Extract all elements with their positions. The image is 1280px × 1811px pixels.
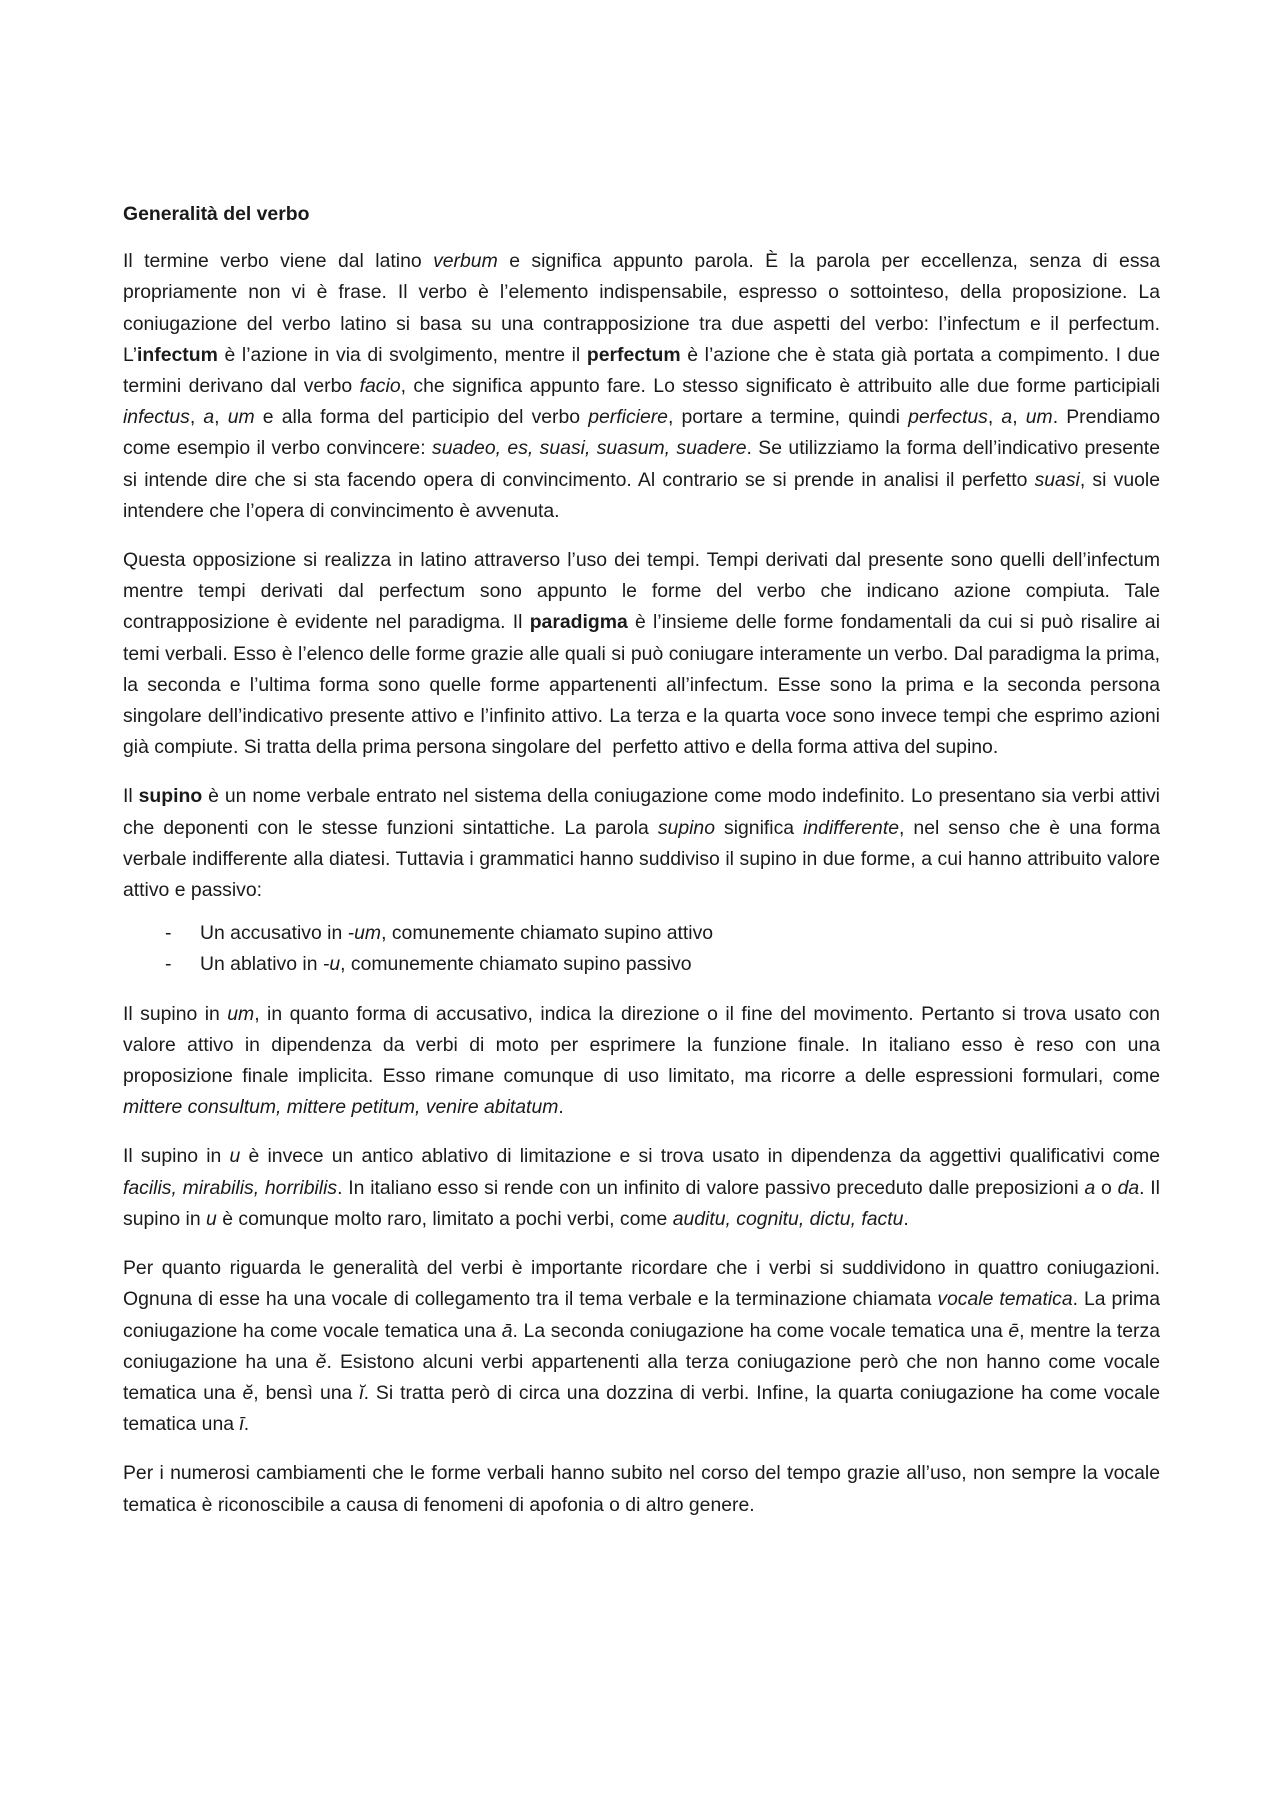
italic-text: um: [227, 1002, 255, 1025]
italic-text: -um: [347, 922, 382, 945]
italic-text: suadeo, es, suasi, suasum, suadere: [432, 437, 747, 460]
italic-text: facio: [359, 375, 401, 398]
paragraph-paradigma: [123, 545, 1166, 763]
text-run: , comunemente chiamato supino attivo: [381, 922, 714, 945]
italic-text: um: [227, 406, 255, 429]
text-run: o: [1095, 1176, 1118, 1199]
text-run: .: [903, 1207, 909, 1230]
italic-text: auditu, cognitu, dictu, factu: [672, 1207, 904, 1230]
text-run: Un ablativo in: [200, 953, 323, 976]
italic-text: suasi: [1034, 468, 1080, 491]
italic-text: a: [203, 406, 215, 429]
italic-text: ē: [1008, 1319, 1020, 1342]
italic-text: indifferente: [803, 816, 900, 839]
supino-forms-list: [123, 918, 1160, 980]
text-run: Il supino in: [123, 1145, 230, 1168]
text-run: . Se utilizziamo la forma dell’indicativo presente si intende dire che si sta facendo opera di convincimento. Al contrario se si prende in analisi il perfetto: [123, 437, 1166, 491]
text-run: e significa appunto parola. È la parola per eccellenza, senza di essa propriamente non vi è frase. Il verbo è l’elemento indispensabile, espresso o sottointeso, della proposizione. La coniugazione del verbo latino si basa su una contrapposizione tra due aspetti del verbo: l’infectum e il perfectum. L’: [123, 250, 1166, 366]
italic-text: verbum: [433, 250, 498, 273]
list-item: [123, 949, 1160, 980]
italic-text: vocale tematica: [937, 1288, 1073, 1311]
document-page: [123, 199, 1166, 1539]
text-run: . Prendiamo come esempio il verbo convincere:: [123, 406, 1166, 460]
text-run: è l’insieme delle forme fondamentali da cui si può risalire ai temi verbali. Esso è l’elenco delle forme grazie alle quali si può coniugare interamente un verbo. Dal paradigma la prima, la seconda e l’ultima forma sono quelle forme appartenenti all’infectum. Esse sono la prima e la seconda persona singolare dell’indicativo presente attivo e l’infinito attivo. La terza e la quarta voce sono invece tempi che esprimo azioni già compiute. Si tratta della prima persona singolare del perfetto attivo e della forma attiva del supino.: [123, 611, 1166, 759]
paragraph-supino-intro: [123, 781, 1166, 906]
text-run: , mentre la terza coniugazione ha una: [123, 1319, 1166, 1373]
text-run: , portare a termine, quindi: [667, 406, 909, 429]
italic-text: -u: [322, 953, 341, 976]
text-run: , comunemente chiamato supino passivo: [340, 953, 692, 976]
text-run: Per i numerosi cambiamenti che le forme verbali hanno subito nel corso del tempo grazie all’uso, non sempre la vocale tematica è riconoscibile a causa di fenomeni di apofonia o di altro genere.: [123, 1462, 1166, 1516]
bold-term: infectum: [137, 343, 218, 366]
italic-text: supino: [657, 816, 715, 839]
document-title: Generalità del verbo: [123, 203, 310, 225]
bold-term: perfectum: [586, 343, 681, 366]
text-run: . La seconda coniugazione ha come vocale tematica una: [512, 1319, 1009, 1342]
text-run: , nel senso che è una forma verbale indifferente alla diatesi. Tuttavia i grammatici hanno suddiviso il supino in due forme, a cui hanno attribuito valore attivo e passivo:: [123, 816, 1166, 902]
text-run: , bensì una: [253, 1381, 360, 1404]
italic-text: ĕ: [315, 1350, 327, 1373]
paragraph-infectum-perfectum: [123, 246, 1166, 527]
text-run: Il supino in: [123, 1002, 228, 1025]
list-item-text: [200, 953, 692, 975]
text-run: , si vuole intendere che l’opera di convincimento è avvenuta.: [123, 468, 1166, 522]
list-item: [123, 918, 1160, 949]
text-run: ,: [214, 406, 228, 429]
text-run: . Esistono alcuni verbi appartenenti alla terza coniugazione però che non hanno come vocale tematica una: [123, 1350, 1166, 1404]
paragraph-coniugazioni: [123, 1253, 1166, 1440]
text-run: ,: [189, 406, 204, 429]
text-run: , che significa appunto fare. Lo stesso significato è attribuito alle due forme participiali: [400, 375, 1166, 398]
text-run: è comunque molto raro, limitato a pochi verbi, come: [216, 1207, 673, 1230]
paragraph-supino-um: [123, 999, 1166, 1124]
italic-text: mittere consultum, mittere petitum, venire abitatum: [123, 1096, 559, 1119]
text-run: Il termine verbo viene dal latino: [123, 250, 434, 273]
bold-term: supino: [138, 785, 203, 808]
text-run: . Il supino in: [123, 1176, 1166, 1230]
italic-text: a: [1001, 406, 1013, 429]
text-run: , in quanto forma di accusativo, indica la direzione o il fine del movimento. Pertanto si trova usato con valore attivo in dipendenza da verbi di moto per esprimere la funzione finale. In italiano esso è reso con una proposizione finale implicita. Esso rimane comunque di uso limitato, ma ricorre a delle espressioni formulari, come: [123, 1002, 1166, 1088]
text-run: Il: [123, 785, 139, 808]
paragraph-supino-u: [123, 1141, 1166, 1235]
list-dash: -: [165, 953, 172, 976]
text-run: .: [558, 1096, 564, 1119]
italic-text: um: [1025, 406, 1053, 429]
text-run: Per quanto riguarda le generalità del verbi è importante ricordare che i verbi si suddividono in quattro coniugazioni. Ognuna di esse ha una vocale di collegamento tra il tema verbale e la terminazione chiamata: [123, 1257, 1166, 1311]
list-item-text: [200, 922, 713, 944]
text-run: Un accusativo in: [200, 922, 348, 945]
text-run: è invece un antico ablativo di limitazione e si trova usato in dipendenza da aggettivi qualificativi come: [240, 1145, 1166, 1168]
paragraph-apofonia: [123, 1458, 1166, 1520]
italic-text: ī: [239, 1413, 244, 1436]
italic-text: u: [206, 1207, 217, 1230]
italic-text: perfectus: [908, 406, 988, 429]
text-run: è l’azione che è stata già portata a compimento. I due termini derivano dal verbo: [123, 343, 1166, 398]
text-run: e alla forma del participio del verbo: [254, 406, 589, 429]
text-run: . In italiano esso si rende con un infinito di valore passivo preceduto dalle preposizioni: [337, 1176, 1085, 1199]
italic-text: a: [1084, 1176, 1096, 1199]
bold-term: paradigma: [529, 611, 628, 634]
italic-text: perficiere: [588, 406, 668, 429]
italic-text: ĕ: [242, 1381, 254, 1404]
text-run: Questa opposizione si realizza in latino attraverso l’uso dei tempi. Tempi derivati dal presente sono quelli dell’infectum mentre tempi derivati dal perfectum sono appunto le forme del verbo che indicano azione compiuta. Tale contrapposizione è evidente nel paradigma. Il: [123, 549, 1166, 634]
text-run: ,: [1012, 406, 1026, 429]
italic-text: infectus: [123, 406, 190, 429]
text-run: ,: [987, 406, 1002, 429]
text-run: .: [243, 1413, 250, 1436]
italic-text: facilis, mirabilis, horribilis: [123, 1176, 338, 1199]
italic-text: ā: [501, 1319, 513, 1342]
text-run: . La prima coniugazione ha come vocale tematica una: [123, 1288, 1166, 1342]
text-run: è l’azione in via di svolgimento, mentre il: [217, 343, 587, 366]
text-run: . Si tratta però di circa una dozzina di verbi. Infine, la quarta coniugazione ha come vocale tematica una: [123, 1381, 1166, 1436]
italic-text: u: [229, 1145, 241, 1168]
italic-text: da: [1117, 1176, 1140, 1199]
text-run: è un nome verbale entrato nel sistema della coniugazione come modo indefinito. Lo presentano sia verbi attivi che deponenti con le stesse funzioni sintattiche. La parola: [123, 785, 1166, 839]
italic-text: ĭ: [359, 1381, 364, 1404]
text-run: significa: [715, 816, 804, 839]
list-dash: -: [165, 922, 172, 945]
